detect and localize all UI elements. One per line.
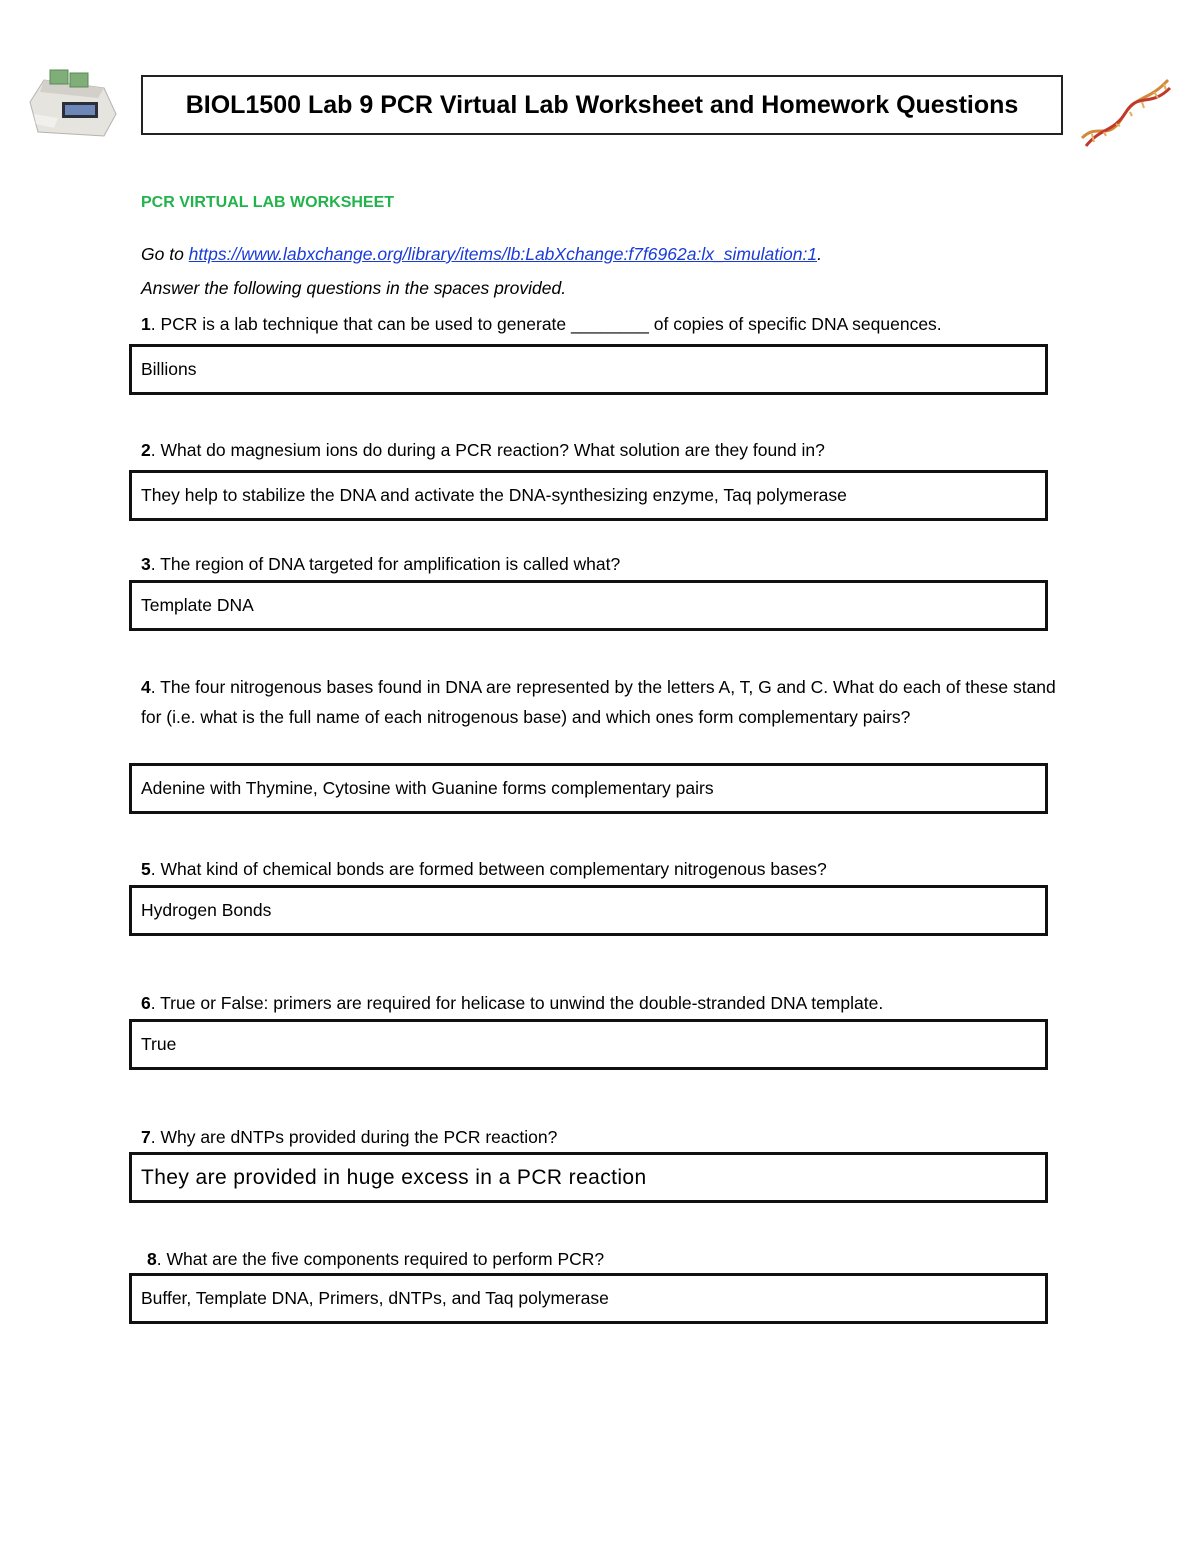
question-4 (141, 672, 1066, 732)
question-number: 7 (141, 1127, 151, 1147)
question-text: . The region of DNA targeted for amplification is called what? (150, 554, 621, 574)
answer-box-1[interactable]: Billions (129, 344, 1048, 395)
question-number: 3 (141, 554, 151, 574)
question-text: . What are the five components required to perform PCR? (156, 1249, 605, 1269)
question-number: 8 (147, 1249, 157, 1269)
question-number: 5 (141, 859, 151, 879)
question-2 (141, 435, 1066, 465)
instruction-goto (141, 244, 822, 265)
question-text: . What kind of chemical bonds are formed between complementary nitrogenous bases? (150, 859, 827, 879)
goto-suffix: . (817, 244, 822, 264)
question-text: . True or False: primers are required for helicase to unwind the double-stranded DNA template. (150, 993, 884, 1013)
answer-box-2[interactable]: They help to stabilize the DNA and activate the DNA-synthesizing enzyme, Taq polymerase (129, 470, 1048, 521)
section-title: PCR VIRTUAL LAB WORKSHEET (141, 194, 395, 211)
question-text: . Why are dNTPs provided during the PCR reaction? (150, 1127, 558, 1147)
question-number: 2 (141, 440, 151, 460)
question-number: 4 (141, 677, 151, 697)
answer-box-5[interactable]: Hydrogen Bonds (129, 885, 1048, 936)
question-text: . The four nitrogenous bases found in DNA are represented by the letters A, T, G and C. What do each of these stand for (i.e. what is the full name of each nitrogenous base) and which ones form complementary pairs? (141, 677, 1056, 727)
question-5 (141, 854, 1066, 884)
instruction-answer: Answer the following questions in the spaces provided. (141, 278, 567, 298)
answer-box-4[interactable]: Adenine with Thymine, Cytosine with Guanine forms complementary pairs (129, 763, 1048, 814)
simulation-link[interactable]: https://www.labxchange.org/library/items/lb:LabXchange:f7f6962a:lx_simulation:1 (188, 244, 818, 264)
answer-box-8[interactable]: Buffer, Template DNA, Primers, dNTPs, and Taq polymerase (129, 1273, 1048, 1324)
question-6 (141, 988, 1066, 1018)
question-number: 6 (141, 993, 151, 1013)
question-8 (147, 1244, 1072, 1274)
question-number: 1 (141, 314, 151, 334)
question-3 (141, 549, 1066, 579)
page-title: BIOL1500 Lab 9 PCR Virtual Lab Worksheet and Homework Questions (141, 75, 1063, 135)
question-1 (141, 309, 1066, 339)
question-text: . PCR is a lab technique that can be used to generate ________ of copies of specific DNA sequences. (150, 314, 942, 334)
goto-prefix: Go to (141, 244, 189, 264)
answer-box-3[interactable]: Template DNA (129, 580, 1048, 631)
answer-box-6[interactable]: True (129, 1019, 1048, 1070)
answer-box-7[interactable]: They are provided in huge excess in a PCR reaction (129, 1152, 1048, 1203)
dna-helix-icon (1078, 72, 1174, 148)
question-text: . What do magnesium ions do during a PCR reaction? What solution are they found in? (150, 440, 825, 460)
question-7 (141, 1122, 1066, 1152)
pcr-thermal-cycler-icon (24, 62, 120, 142)
